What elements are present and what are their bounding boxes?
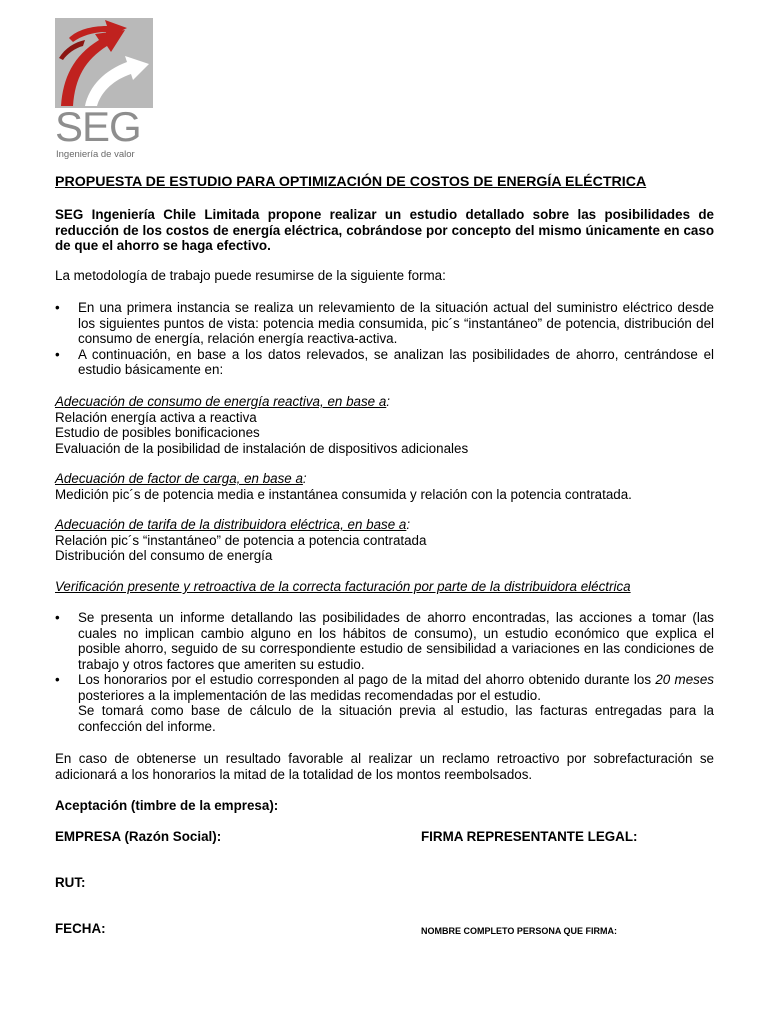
section-item: Relación energía activa a reactiva (55, 409, 257, 425)
verification-heading: Verificación presente y retroactiva de la correcta facturación por parte de la distribuidora eléctrica (55, 579, 631, 594)
emphasis-duration: 20 meses (655, 672, 714, 687)
bullet-icon: • (55, 300, 60, 315)
company-logo (55, 18, 153, 158)
closing-paragraph: En caso de obtenerse un resultado favorable al realizar un reclamo retroactivo por sobrefacturación se adicionará a los honorarios la mitad de la totalidad de los montos reembolsados. (55, 751, 714, 782)
bullet-icon: • (55, 346, 60, 362)
section-heading: Adecuación de factor de carga, en base a: (55, 471, 307, 486)
section-heading: Adecuación de tarifa de la distribuidora eléctrica, en base a: (55, 517, 411, 532)
document-title: PROPUESTA DE ESTUDIO PARA OPTIMIZACIÓN DE COSTOS DE ENERGÍA ELÉCTRICA (55, 174, 647, 190)
methodology-text: La metodología de trabajo puede resumirse de la siguiente forma: (55, 268, 446, 283)
list-item (55, 347, 714, 378)
bullet-icon: • (55, 610, 60, 625)
section-tarifa (55, 517, 714, 564)
section-item: Relación pic´s “instantáneo” de potencia a potencia contratada (55, 532, 427, 548)
rut-label: RUT: (55, 875, 86, 890)
section-item: Medición pic´s de potencia media e instantánea consumida y relación con la potencia contratada. (55, 486, 632, 502)
section-heading: Adecuación de consumo de energía reactiva, en base a: (55, 394, 391, 409)
list-item-text: Los honorarios por el estudio corresponden al pago de la mitad del ahorro obtenido durante los 20 meses posteriores a la implementación de las medidas recomendadas por el estudio. (78, 672, 714, 703)
logo-wordmark: SEG (55, 103, 141, 150)
list-item (55, 300, 714, 347)
list-item (55, 672, 714, 734)
fecha-label: FECHA: (55, 921, 106, 936)
section-reactiva (55, 394, 714, 456)
acceptance-label: Aceptación (timbre de la empresa): (55, 798, 279, 813)
list-item-text: Se presenta un informe detallando las posibilidades de ahorro encontradas, las acciones a tomar (las cuales no implican cambio alguno en los hábitos de consumo), un estudio económico que explica el posible ahorro, seguido de su correspondiente estudio de sensibilidad a variaciones en las condiciones de trabajo y otros factores que ameriten su estudio. (78, 610, 714, 672)
list-item-text: Se tomará como base de cálculo de la situación previa al estudio, las facturas entregadas para la confección del informe. (78, 703, 714, 734)
nombre-label: NOMBRE COMPLETO PERSONA QUE FIRMA: (421, 926, 618, 936)
intro-paragraph: SEG Ingeniería Chile Limitada propone realizar un estudio detallado sobre las posibilidades de reducción de los costos de energía eléctrica, cobrándose por concepto del mismo únicamente en caso de que el ahorro se haga efectivo. (55, 207, 714, 253)
bullet-icon: • (55, 672, 60, 687)
firma-label: FIRMA REPRESENTANTE LEGAL: (421, 829, 638, 844)
arrow-icon (55, 18, 153, 108)
section-factor-carga (55, 471, 714, 502)
logo-tagline: Ingeniería de valor (56, 149, 135, 160)
section-item: Evaluación de la posibilidad de instalación de dispositivos adicionales (55, 440, 469, 456)
list-item-text: A continuación, en base a los datos relevados, se analizan las posibilidades de ahorro, centrándose el estudio básicamente en: (78, 346, 714, 377)
logo-graphic (55, 18, 153, 108)
section-item: Estudio de posibles bonificaciones (55, 425, 260, 440)
bullet-list-relevamiento (55, 300, 714, 378)
list-item-text: En una primera instancia se realiza un relevamiento de la situación actual del suministro eléctrico desde los siguientes puntos de vista: potencia media consumida, pic´s “instantáneo” de potencia, distribución del consumo de energía, relación energía reactiva-activa. (78, 300, 714, 346)
empresa-label: EMPRESA (Razón Social): (55, 829, 222, 844)
list-item (55, 610, 714, 672)
section-item: Distribución del consumo de energía (55, 548, 273, 563)
bullet-list-informe (55, 610, 714, 734)
